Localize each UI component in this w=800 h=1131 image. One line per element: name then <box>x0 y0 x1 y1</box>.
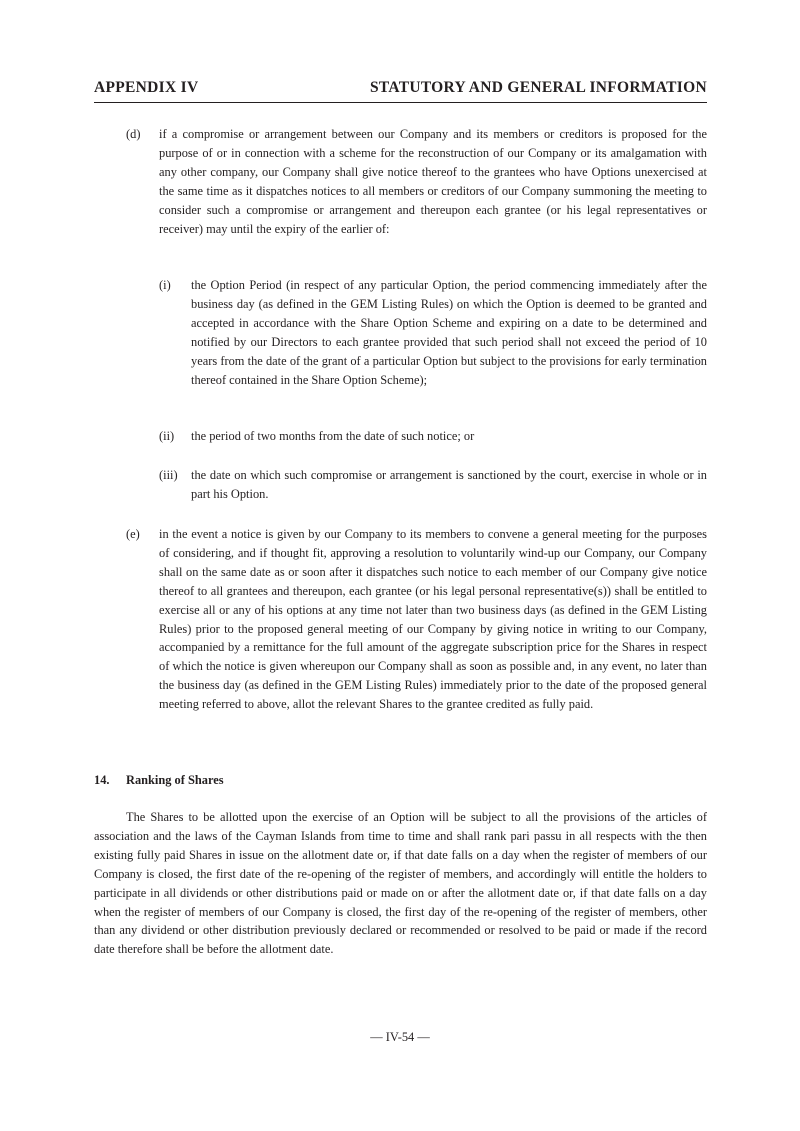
item-text: in the event a notice is given by our Company to its members to convene a general meeting for the purposes of considering, and if thought fit, approving a resolution to voluntarily wind-up our Company, our Company shall on the same date as or soon after it dispatches such notice to each member of our Company give notice thereof to all grantees and thereupon, each grantee (or his legal personal representative(s)) shall be entitled to exercise all or any of his options at any time not later than two business days (as defined in the GEM Listing Rules) prior to the proposed general meeting of our Company by giving notice in writing to our Company, accompanied by a remittance for the full amount of the aggregate subscription price for the Shares in respect of which the notice is given whereupon our Company shall as soon as possible and, in any event, no later than the business day (as defined in the GEM Listing Rules) immediately prior to the date of the proposed general meeting referred to above, allot the relevant Shares to the grantee credited as fully paid. <box>159 527 707 712</box>
item-text: the period of two months from the date of such notice; or <box>191 429 475 443</box>
section-title: STATUTORY AND GENERAL INFORMATION <box>369 79 707 96</box>
section-heading-title: Ranking of Shares <box>126 773 224 787</box>
item-marker: (d) <box>126 127 141 141</box>
item-marker: (i) <box>159 278 171 292</box>
item-text: the Option Period (in respect of any particular Option, the period commencing immediately after the business day (as defined in the GEM Listing Rules) on which the Option is deemed to be granted and accepted in accordance with the Share Option Scheme and expiring on a date to be determined and notified by our Directors to each grantee provided that such period shall not exceed the period of 10 years from the date of the grant of a particular Option but subject to the provisions for early termination thereof contained in the Share Option Scheme); <box>191 278 707 387</box>
item-text: the date on which such compromise or arrangement is sanctioned by the court, exercise in whole or in part his Option. <box>191 468 707 501</box>
section-heading <box>94 771 224 790</box>
section-paragraph: The Shares to be allotted upon the exercise of an Option will be subject to all the provisions of the articles of association and the laws of the Cayman Islands from time to time and shall rank pari passu in all respects with the then existing fully paid Shares in issue on the allotment date or, if that date falls on a day when the register of members of our Company is closed, the first date of the re-opening of the register of members, and accordingly will entitle the holders to participate in all dividends or other distributions paid or made on or after the allotment date or, if that date falls on a day when the register of members of our Company is closed, the first day of the re-opening of the register of members, other than any dividend or other distribution previously declared or recommended or resolved to be paid or made if the record date therefore shall be before the allotment date. <box>94 810 707 957</box>
section-number: 14. <box>94 773 110 787</box>
item-text: if a compromise or arrangement between our Company and its members or creditors is proposed for the purpose of or in connection with a scheme for the reconstruction of our Company or its amalgamation with any other company, our Company shall give notice thereof to the grantees who have Options unexercised at the same time as it dispatches notices to all members or creditors of our Company summoning the meeting to consider such a compromise or arrangement and thereupon each grantee (or his legal representatives or receiver) may until the expiry of the earlier of: <box>159 127 707 236</box>
item-marker: (iii) <box>159 468 178 482</box>
page-header <box>94 78 707 103</box>
appendix-title: APPENDIX IV <box>94 79 199 96</box>
item-marker: (e) <box>126 527 140 541</box>
page-number: — IV-54 — <box>370 1030 430 1044</box>
item-marker: (ii) <box>159 429 175 443</box>
